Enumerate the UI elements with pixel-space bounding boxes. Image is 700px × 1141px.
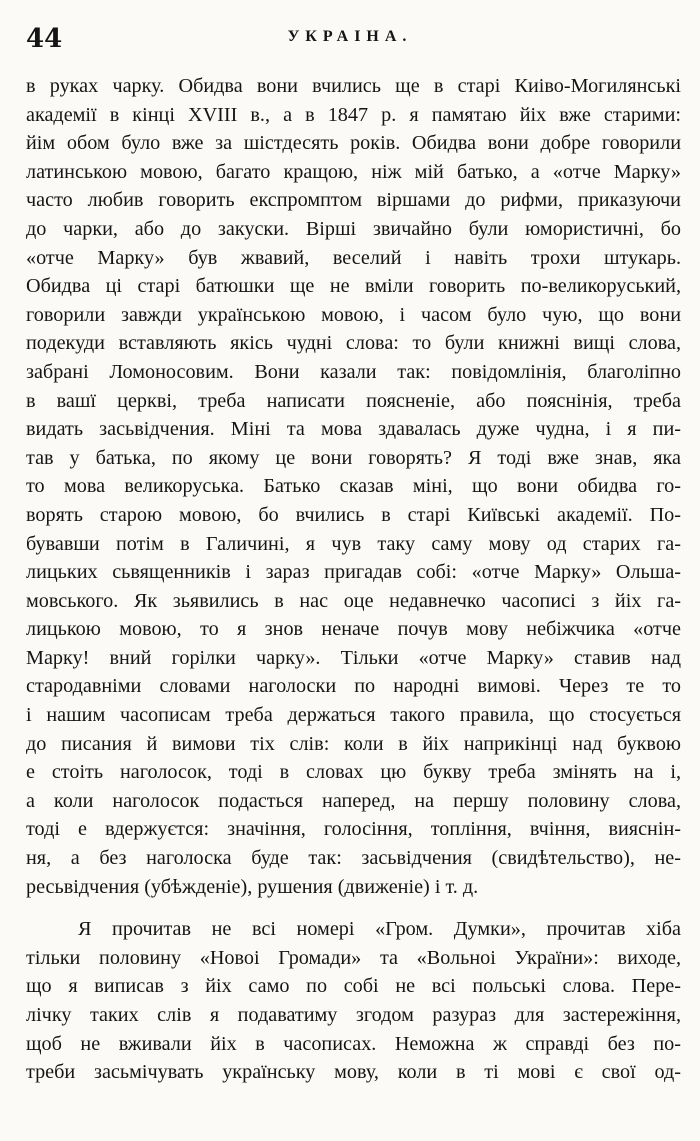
text-line: подекуди вставляють якісь чудні слова: то були книжні вищі слова,	[26, 332, 681, 355]
text-line: забрані Ломоносовим. Вони казали так: повідомлінія, благоліпно	[26, 360, 681, 383]
text-line: в вашї церкві, треба написати поясненіе, або пояснінія, треба	[26, 389, 681, 412]
text-line: лицькою мовою, то я знов неначе почув мову небіжчика «отче	[26, 618, 681, 641]
paragraph-1	[26, 72, 681, 901]
text-line: лицьких сьвященників і зараз пригадав собі: «отче Марку» Ольша-	[26, 561, 681, 584]
text-line: «отче Марку» був жвавий, веселий і навіть трохи штукарь.	[26, 246, 681, 269]
text-line: тільки половину «Новоі Громади» та «Вольноі України»: виходе,	[26, 946, 681, 969]
text-line: ресьвідчения (убѣжденіе), рушения (движеніе) і т. д.	[26, 875, 479, 898]
text-line: стародавніми словами наголоски по народні вимові. Через те то	[26, 675, 681, 698]
text-line: а коли наголосок подасться наперед, на першу половину слова,	[26, 789, 681, 812]
text-line: то мова великоруська. Батько сказав міні, що вони обидва го-	[26, 475, 681, 498]
paragraph-2	[26, 915, 681, 1087]
text-line: і нашим часописам треба держаться такого правила, що стосується	[26, 704, 681, 727]
text-line: е стоіть наголосок, тоді в словах цю букву треба змінять на і,	[26, 761, 681, 784]
text-line: латинською мовою, багато кращою, ніж мій батько, а «отче Марку»	[26, 160, 681, 183]
page-header	[0, 18, 700, 58]
text-line: ня, а без наголоска буде так: засьвідчения (свидѣтельство), не-	[26, 847, 681, 870]
running-title: УКРАIНА.	[287, 28, 413, 45]
text-line: академії в кінці XVIII в., а в 1847 р. я памятаю йіх вже старими:	[26, 103, 681, 126]
paragraph-gap	[26, 901, 681, 915]
text-line: мовського. Як зьявились в нас оце недавнечко часописі з йіх га-	[26, 589, 681, 612]
text-line: треби засьмічувать українську мову, коли в ті мові є свої од-	[26, 1061, 681, 1084]
text-line: тав у батька, по якому це вони говорять? Я тоді вже знав, яка	[26, 446, 681, 469]
text-line: йім обом було вже за шістдесять років. Обидва вони добре говорили	[26, 132, 681, 155]
page-number: 44	[26, 24, 63, 54]
text-line: Обидва ці старі батюшки ще не вміли говорить по-великоруський,	[26, 275, 681, 298]
text-line: бувавши потім в Галичині, я чув таку саму мову од старих га-	[26, 532, 681, 555]
text-line: говорили завжди українською мовою, і часом було чую, що вони	[26, 303, 681, 326]
text-line: видать засьвідчения. Міні та мова здавалась дуже чудна, і я пи-	[26, 418, 681, 441]
text-line: до писания й вимови тіх слів: коли в йіх наприкінці над буквою	[26, 732, 681, 755]
text-line: в руках чарку. Обидва вони вчились ще в старі Киіво-Могилянські	[26, 75, 681, 97]
text-line: ворять старою мовою, бо вчились в старі Київські академії. По-	[26, 503, 681, 526]
text-line: до чарки, або до закуски. Вірші звичайно були юмористичні, бо	[26, 217, 681, 240]
text-line: Я прочитав не всі номері «Гром. Думки», прочитав хіба	[78, 918, 681, 941]
text-line: тоді е вдержуєтся: значіння, голосіння, топління, вчіння, вияснін-	[26, 818, 681, 841]
body-text	[26, 72, 681, 1087]
text-line: лічку таких слів я подаватиму згодом разураз для застережіння,	[26, 1004, 681, 1026]
text-line: щоб не вживали йіх в часописах. Неможна ж справді без по-	[26, 1032, 681, 1055]
text-line: що я виписав з йіх само по собі не всі польські слова. Пере-	[26, 975, 681, 998]
text-line: Марку! вний горілки чарку». Тільки «отче Марку» ставив над	[26, 646, 681, 669]
text-line: часто любив говорить експромптом віршами до рифми, приказуючи	[26, 189, 681, 212]
